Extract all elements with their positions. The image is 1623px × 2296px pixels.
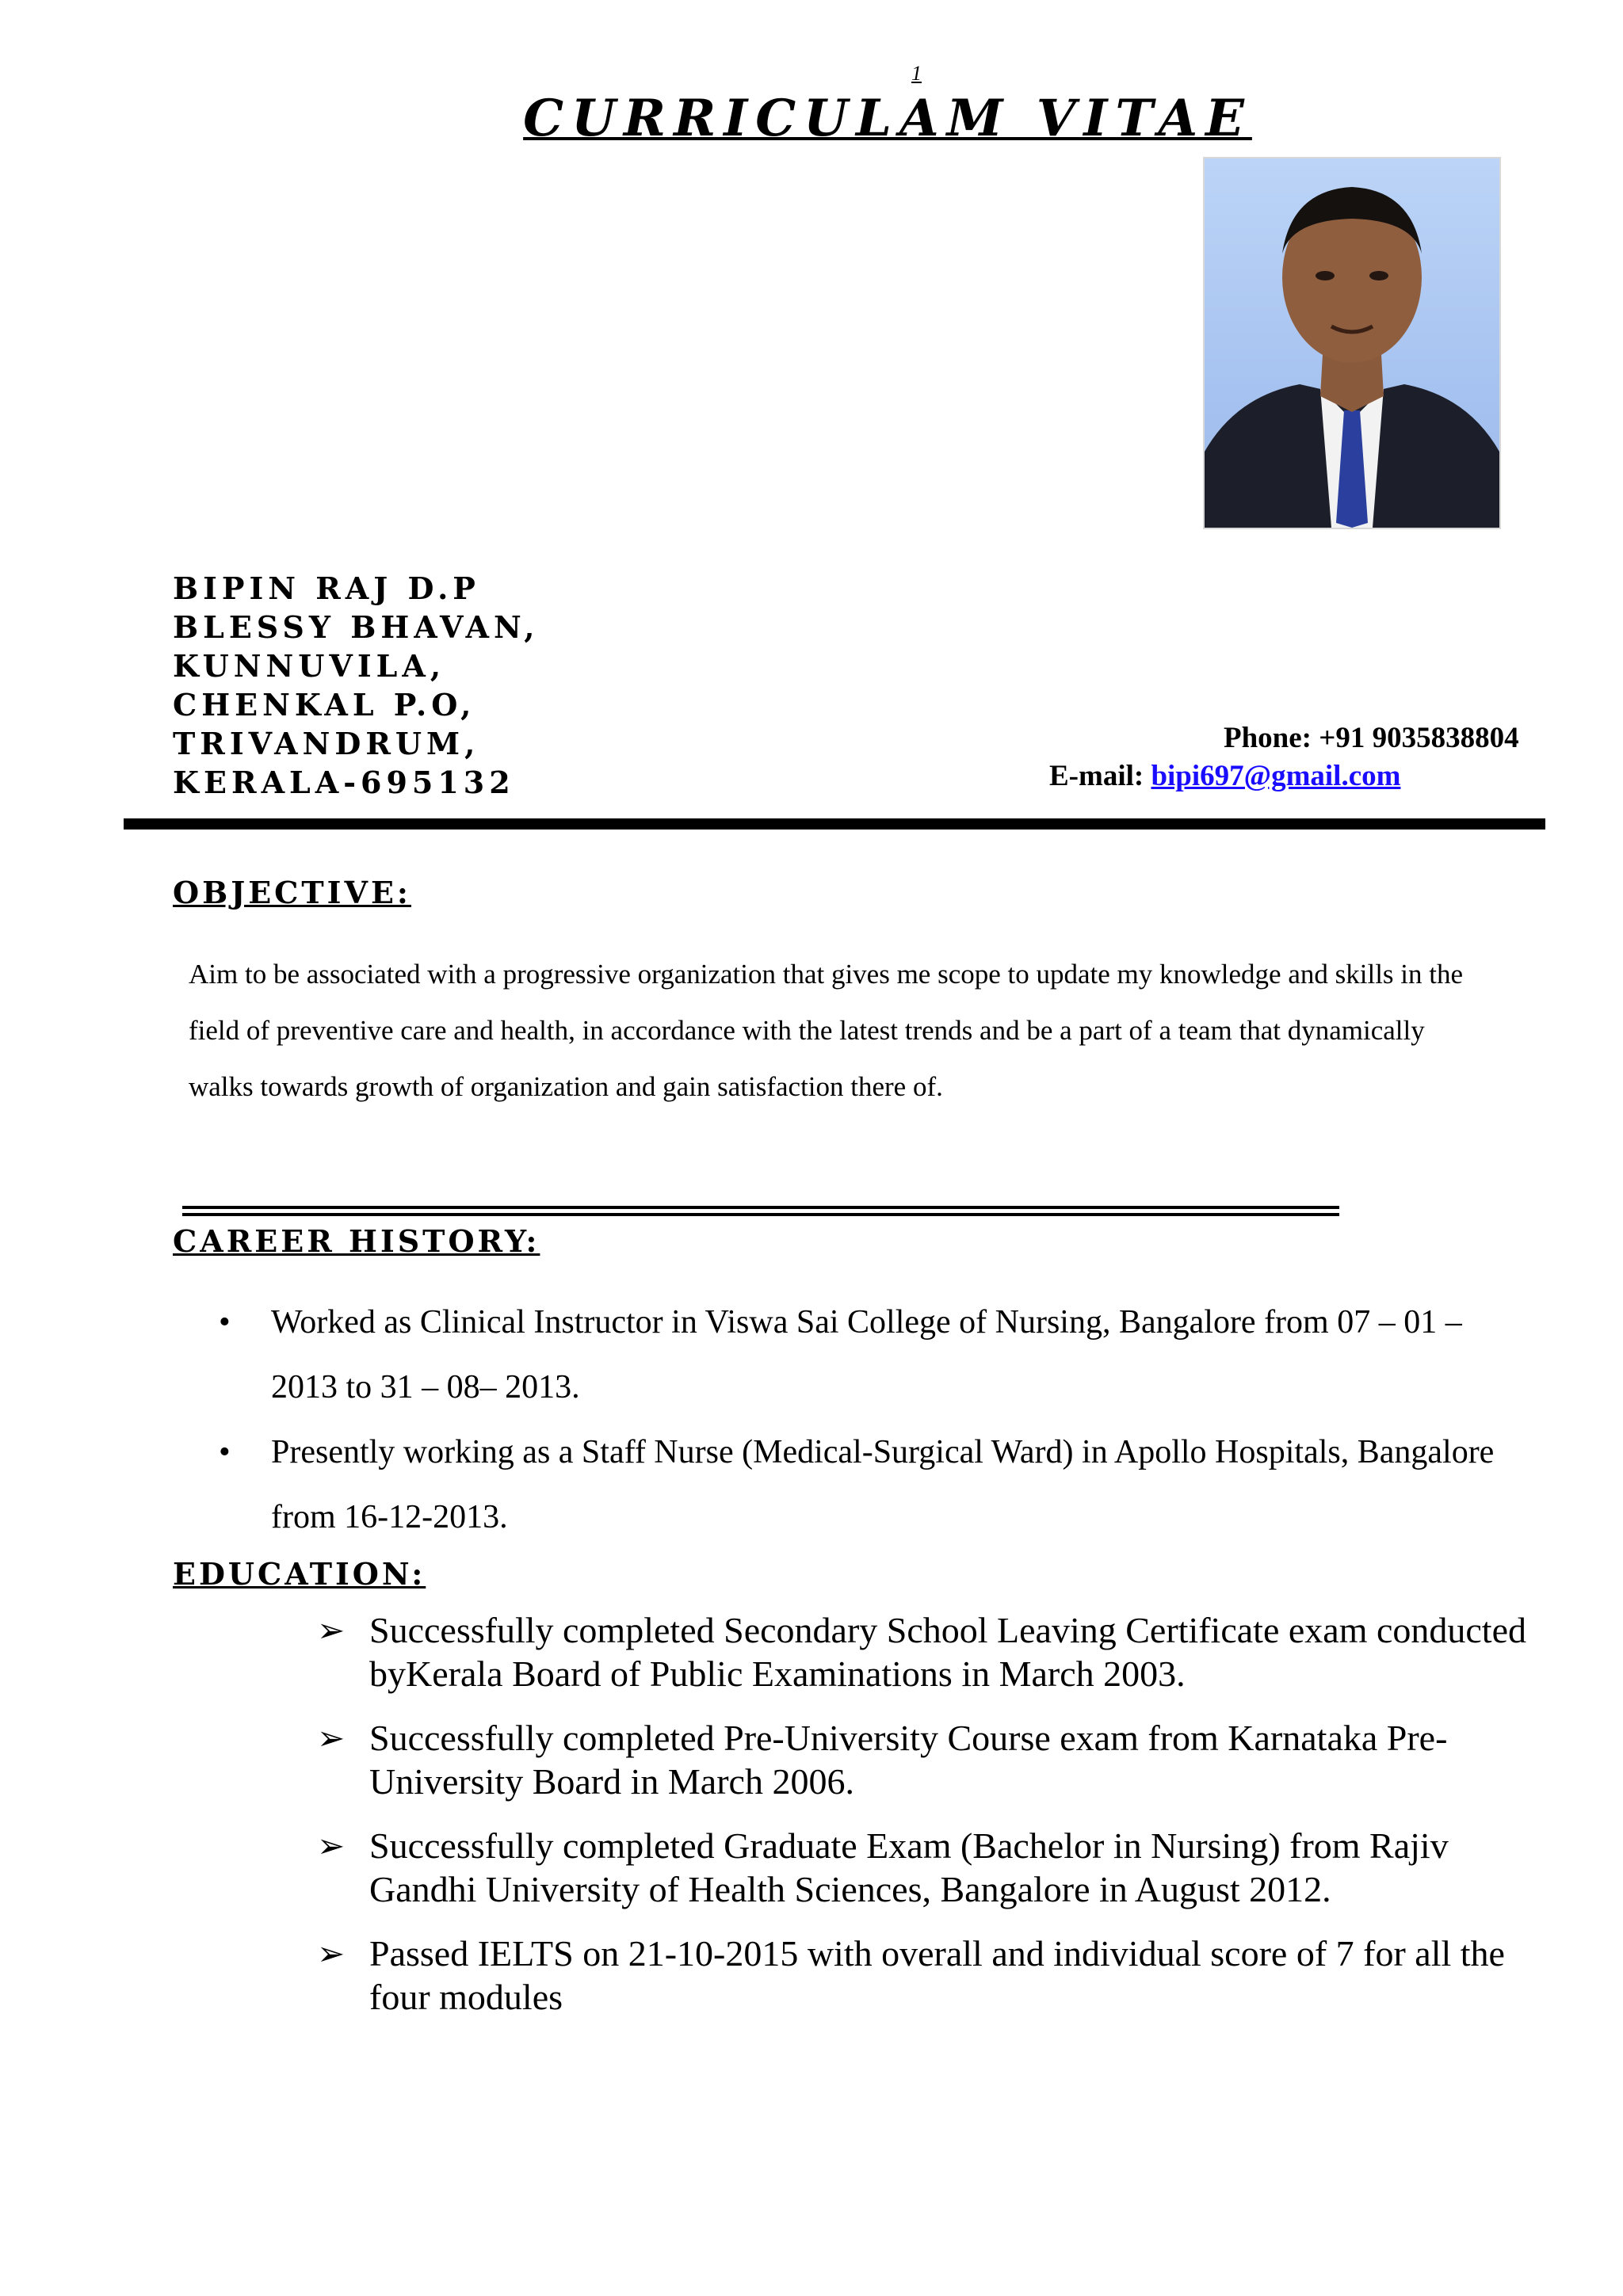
arrow-bullet-icon: ➢	[317, 1718, 346, 1757]
education-item: ➢ Successfully completed Graduate Exam (Bachelor in Nursing) from Rajiv Gandhi University of Health Sciences, Bangalore in August 2012.	[317, 1825, 1449, 1909]
arrow-bullet-icon: ➢	[317, 1611, 346, 1650]
bullet-icon: •	[219, 1304, 231, 1341]
address-line-house: BLESSY BHAVAN,	[173, 609, 540, 645]
bullet-icon: •	[219, 1434, 231, 1470]
objective-text: Aim to be associated with a progressive organization that gives me scope to update my knowledge and skills in the field of preventive care and health, in accordance with the latest trends and be a part of a team that dynamically walks towards growth of organization and gain satisfaction there of.	[189, 959, 1464, 1102]
header-divider	[124, 818, 1545, 830]
page-title: CURRICULAM VITAE	[523, 89, 1252, 148]
phone-label: Phone:	[1224, 722, 1312, 754]
contact-phone	[1224, 721, 1519, 755]
arrow-bullet-icon: ➢	[317, 1826, 346, 1865]
address-line-area: KUNNUVILA,	[173, 648, 446, 684]
objective-heading: OBJECTIVE:	[173, 875, 411, 910]
email-label: E-mail:	[1049, 760, 1144, 792]
education-heading: EDUCATION:	[173, 1556, 426, 1592]
address-line-state: KERALA-695132	[173, 765, 515, 800]
education-item: ➢ Successfully completed Pre-University Course exam from Karnataka Pre-University Board in March 2006.	[317, 1718, 1448, 1802]
education-list	[317, 1608, 1537, 2039]
email-link[interactable]: bipi697@gmail.com	[1151, 760, 1401, 792]
education-item: ➢ Successfully completed Secondary School Leaving Certificate exam conducted byKerala Board of Public Examinations in March 2003.	[317, 1610, 1527, 1694]
address-line-post: CHENKAL P.O,	[173, 687, 476, 723]
address-block	[173, 569, 540, 802]
phone-value: +91 9035838804	[1319, 722, 1519, 754]
career-item: • Worked as Clinical Instructor in Viswa Sai College of Nursing, Bangalore from 07 – 01 – 2013 to 31 – 08– 2013.	[214, 1290, 1514, 1420]
contact-email	[1049, 759, 1400, 793]
career-heading: CAREER HISTORY:	[173, 1223, 540, 1259]
page-number: 1	[911, 62, 922, 85]
profile-photo	[1203, 157, 1501, 529]
career-item: • Presently working as a Staff Nurse (Medical-Surgical Ward) in Apollo Hospitals, Bangalore from 16-12-2013.	[214, 1420, 1514, 1550]
career-list	[214, 1290, 1514, 1550]
address-line-city: TRIVANDRUM,	[173, 726, 480, 761]
education-item: ➢ Passed IELTS on 21-10-2015 with overall and individual score of 7 for all the four modules	[317, 1933, 1505, 2017]
arrow-bullet-icon: ➢	[317, 1934, 346, 1973]
section-divider	[182, 1206, 1339, 1219]
address-line-name: BIPIN RAJ D.P	[173, 570, 480, 606]
